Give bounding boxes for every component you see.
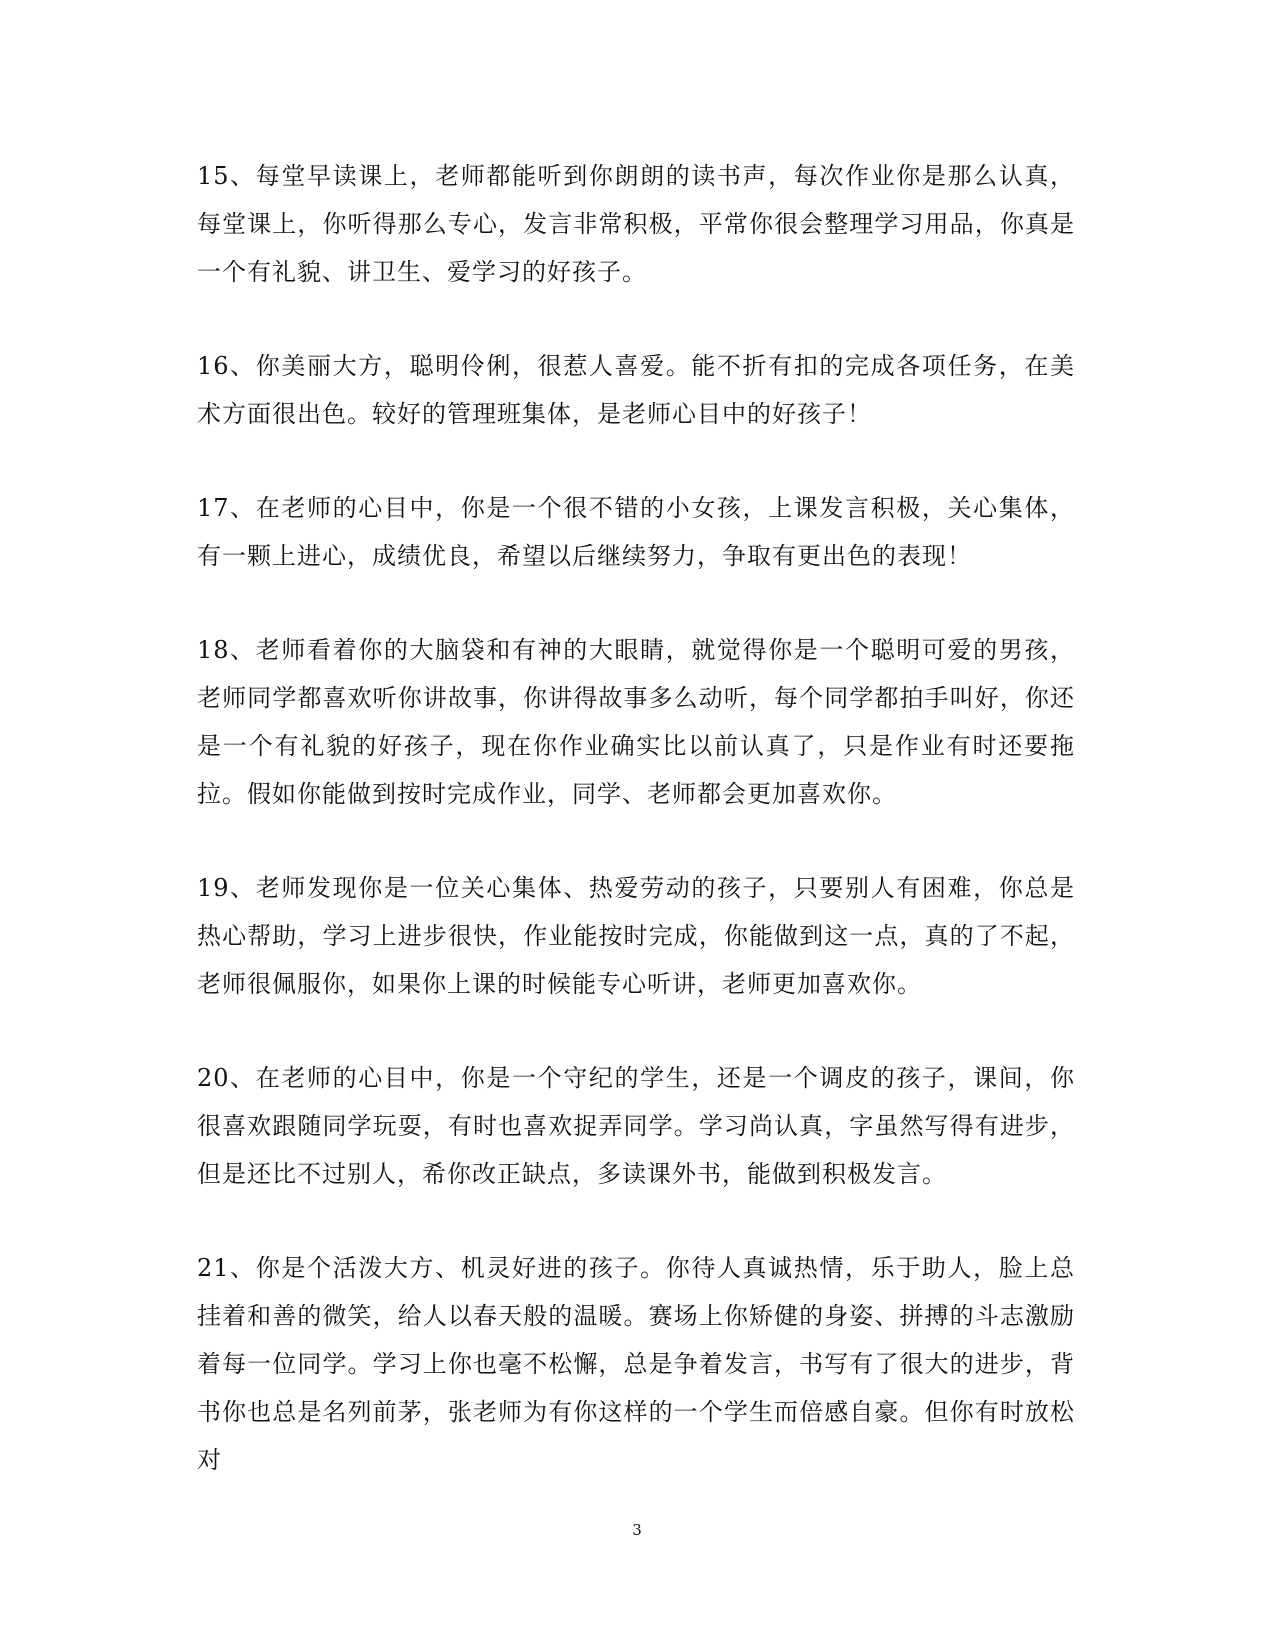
paragraph-17: 17、在老师的心目中，你是一个很不错的小女孩，上课发言积极，关心集体，有一颗上进心，成绩优良，希望以后继续努力，争取有更出色的表现！ bbox=[197, 494, 1075, 570]
paragraph-16: 16、你美丽大方，聪明伶俐，很惹人喜爱。能不折有扣的完成各项任务，在美术方面很出色。较好的管理班集体，是老师心目中的好孩子！ bbox=[197, 352, 1075, 428]
paragraph-18: 18、老师看着你的大脑袋和有神的大眼睛，就觉得你是一个聪明可爱的男孩，老师同学都喜欢听你讲故事，你讲得故事多么动听，每个同学都拍手叫好，你还是一个有礼貌的好孩子，现在你作业确实比以前认真了，只是作业有时还要拖拉。假如你能做到按时完成作业，同学、老师都会更加喜欢你。 bbox=[197, 636, 1075, 808]
paragraph-21: 21、你是个活泼大方、机灵好进的孩子。你待人真诚热情，乐于助人，脸上总挂着和善的微笑，给人以春天般的温暖。赛场上你矫健的身姿、拼搏的斗志激励着每一位同学。学习上你也毫不松懈，总是争着发言，书写有了很大的进步，背书你也总是名列前茅，张老师为有你这样的一个学生而倍感自豪。但你有时放松对 bbox=[197, 1254, 1075, 1474]
paragraph-15: 15、每堂早读课上，老师都能听到你朗朗的读书声，每次作业你是那么认真，每堂课上，你听得那么专心，发言非常积极，平常你很会整理学习用品，你真是一个有礼貌、讲卫生、爱学习的好孩子。 bbox=[197, 162, 1075, 286]
paragraph-19: 19、老师发现你是一位关心集体、热爱劳动的孩子，只要别人有困难，你总是热心帮助，学习上进步很快，作业能按时完成，你能做到这一点，真的了不起，老师很佩服你，如果你上课的时候能专心听讲，老师更加喜欢你。 bbox=[197, 874, 1075, 998]
page-number: 3 bbox=[632, 1521, 642, 1539]
paragraph-20: 20、在老师的心目中，你是一个守纪的学生，还是一个调皮的孩子，课间，你很喜欢跟随同学玩耍，有时也喜欢捉弄同学。学习尚认真，字虽然写得有进步，但是还比不过别人，希你改正缺点，多读课外书，能做到积极发言。 bbox=[197, 1064, 1075, 1188]
document-body bbox=[197, 152, 1075, 1530]
